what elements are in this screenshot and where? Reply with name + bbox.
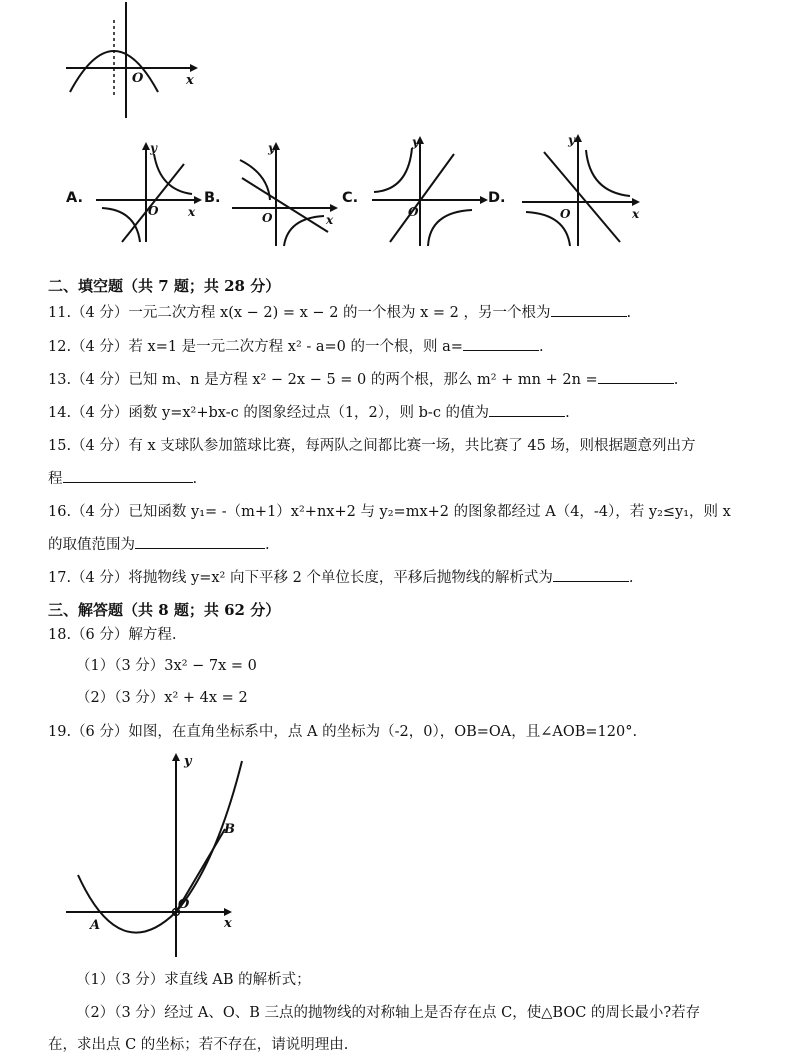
- question-16: [48, 502, 731, 522]
- option-d-y: y: [568, 133, 575, 147]
- q15-num: 15.: [48, 438, 72, 454]
- q17-answer-blank[interactable]: [553, 567, 629, 582]
- q19-fig-b: B: [224, 822, 235, 837]
- parabola-x-label: x: [186, 73, 194, 88]
- q11-answer-blank[interactable]: [551, 302, 627, 317]
- q19-num: 19.: [48, 724, 72, 740]
- option-a-o: O: [148, 204, 159, 218]
- q16-score: （4 分）: [71, 504, 129, 520]
- q11-num: 11.: [48, 305, 72, 321]
- q16-answer-blank[interactable]: [135, 534, 265, 549]
- q19-part1: （1）（3 分）求直线 AB 的解析式；: [76, 972, 311, 988]
- question-12: 12.（4 分）若 x=1 是一元二次方程 x² - a=0 的一个根，则 a= .: [48, 336, 544, 357]
- q17-text: 将抛物线 y=x² 向下平移 2 个单位长度，平移后抛物线的解析式为: [128, 570, 553, 586]
- option-d-graph: [516, 130, 644, 250]
- question-14: 14.（4 分）函数 y=x²+bx-c 的图象经过点（1，2），则 b-c 的值为 .: [48, 402, 570, 423]
- q17-score: （4 分）: [71, 570, 129, 586]
- q15-score: （4 分）: [71, 438, 129, 454]
- q19-text: 如图，在直角坐标系中，点 A 的坐标为（-2，0），OB=OA，且∠AOB=120°.: [128, 724, 638, 740]
- option-b-x: x: [326, 213, 334, 227]
- q15-text: 有 x 支球队参加篮球比赛，每两队之间都比赛一场，共比赛了 45 场，则根据题意列出方: [128, 438, 696, 454]
- option-a-label: A.: [66, 190, 83, 206]
- q18-part2: （2）（3 分）x² + 4x = 2: [76, 690, 248, 706]
- option-d-o: O: [560, 207, 571, 221]
- q16-num: 16.: [48, 504, 72, 520]
- option-d-x: x: [632, 207, 640, 221]
- q17-num: 17.: [48, 570, 72, 586]
- option-b-o: O: [262, 211, 273, 225]
- q13-num: 13.: [48, 372, 72, 388]
- q14-num: 14.: [48, 405, 72, 421]
- question-15-cont: 程 .: [48, 468, 197, 489]
- question-19: [48, 722, 637, 742]
- section3-title: 三、解答题（共 8 题；共 62 分）: [48, 601, 281, 619]
- q15-text2: 程: [48, 471, 63, 487]
- option-a-graph: [92, 138, 204, 246]
- q16-text2: 的取值范围为: [48, 537, 135, 553]
- q18-score: （6 分）: [71, 627, 129, 643]
- q19-part2-cont: 在，求出点 C 的坐标；若不存在，请说明理由.: [48, 1037, 349, 1053]
- option-c-label: C.: [342, 190, 359, 206]
- q12-num: 12.: [48, 339, 72, 355]
- q16-text: 已知函数 y₁= -（m+1）x²+nx+2 与 y₂=mx+2 的图象都经过 A（4，-4），若 y₂≤y₁，则 x: [128, 504, 731, 520]
- q12-score: （4 分）: [71, 339, 129, 355]
- q19-part2: （2）（3 分）经过 A、O、B 三点的抛物线的对称轴上是否存在点 C，使△BOC 的周长最小?若存: [76, 1005, 701, 1021]
- q12-answer-blank[interactable]: [463, 336, 539, 351]
- option-a-y: y: [150, 141, 157, 155]
- question-13: 13.（4 分）已知 m、n 是方程 x² − 2x − 5 = 0 的两个根，那么 m² + mn + 2n = .: [48, 369, 678, 390]
- option-c-graph: [368, 132, 488, 250]
- q18-num: 18.: [48, 627, 72, 643]
- q19-fig-a: A: [90, 918, 101, 933]
- section2-title: 二、填空题（共 7 题；共 28 分）: [48, 277, 281, 295]
- option-b-y: y: [268, 141, 275, 155]
- q19-figure: [60, 745, 260, 960]
- question-18: [48, 625, 177, 645]
- question-11: 11.（4 分）一元二次方程 x(x − 2) = x − 2 的一个根为 x = 2 ，另一个根为 .: [48, 302, 631, 323]
- q19-score: （6 分）: [71, 724, 129, 740]
- q12-text: 若 x=1 是一元二次方程 x² - a=0 的一个根，则 a=: [128, 339, 463, 355]
- option-b-label: B.: [204, 190, 221, 206]
- q13-text: 已知 m、n 是方程 x² − 2x − 5 = 0 的两个根，那么 m² + mn + 2n =: [128, 372, 598, 388]
- option-a-x: x: [188, 205, 196, 219]
- option-c-o: O: [408, 205, 419, 219]
- q13-score: （4 分）: [71, 372, 129, 388]
- q18-text: 解方程.: [128, 627, 177, 643]
- option-c-y: y: [412, 135, 419, 149]
- question-17: 17.（4 分）将抛物线 y=x² 向下平移 2 个单位长度，平移后抛物线的解析式为 .: [48, 567, 634, 588]
- q14-score: （4 分）: [71, 405, 129, 421]
- option-b-graph: [228, 138, 340, 250]
- option-d-label: D.: [488, 190, 506, 206]
- q14-text: 函数 y=x²+bx-c 的图象经过点（1，2），则 b-c 的值为: [128, 405, 490, 421]
- q19-fig-y: y: [184, 754, 192, 769]
- q18-part1: （1）（3 分）3x² − 7x = 0: [76, 658, 257, 674]
- question-15: [48, 436, 695, 456]
- q15-answer-blank[interactable]: [63, 468, 193, 483]
- q11-score: （4 分）: [71, 305, 129, 321]
- q14-answer-blank[interactable]: [489, 402, 565, 417]
- q19-fig-x: x: [224, 916, 232, 931]
- q11-text: 一元二次方程 x(x − 2) = x − 2 的一个根为 x = 2 ，另一个根为: [128, 305, 551, 321]
- parabola-origin: O: [132, 71, 144, 86]
- q19-fig-o: O: [178, 897, 190, 912]
- parabola-figure: [60, 0, 200, 125]
- question-16-cont: 的取值范围为 .: [48, 534, 270, 555]
- q13-answer-blank[interactable]: [598, 369, 674, 384]
